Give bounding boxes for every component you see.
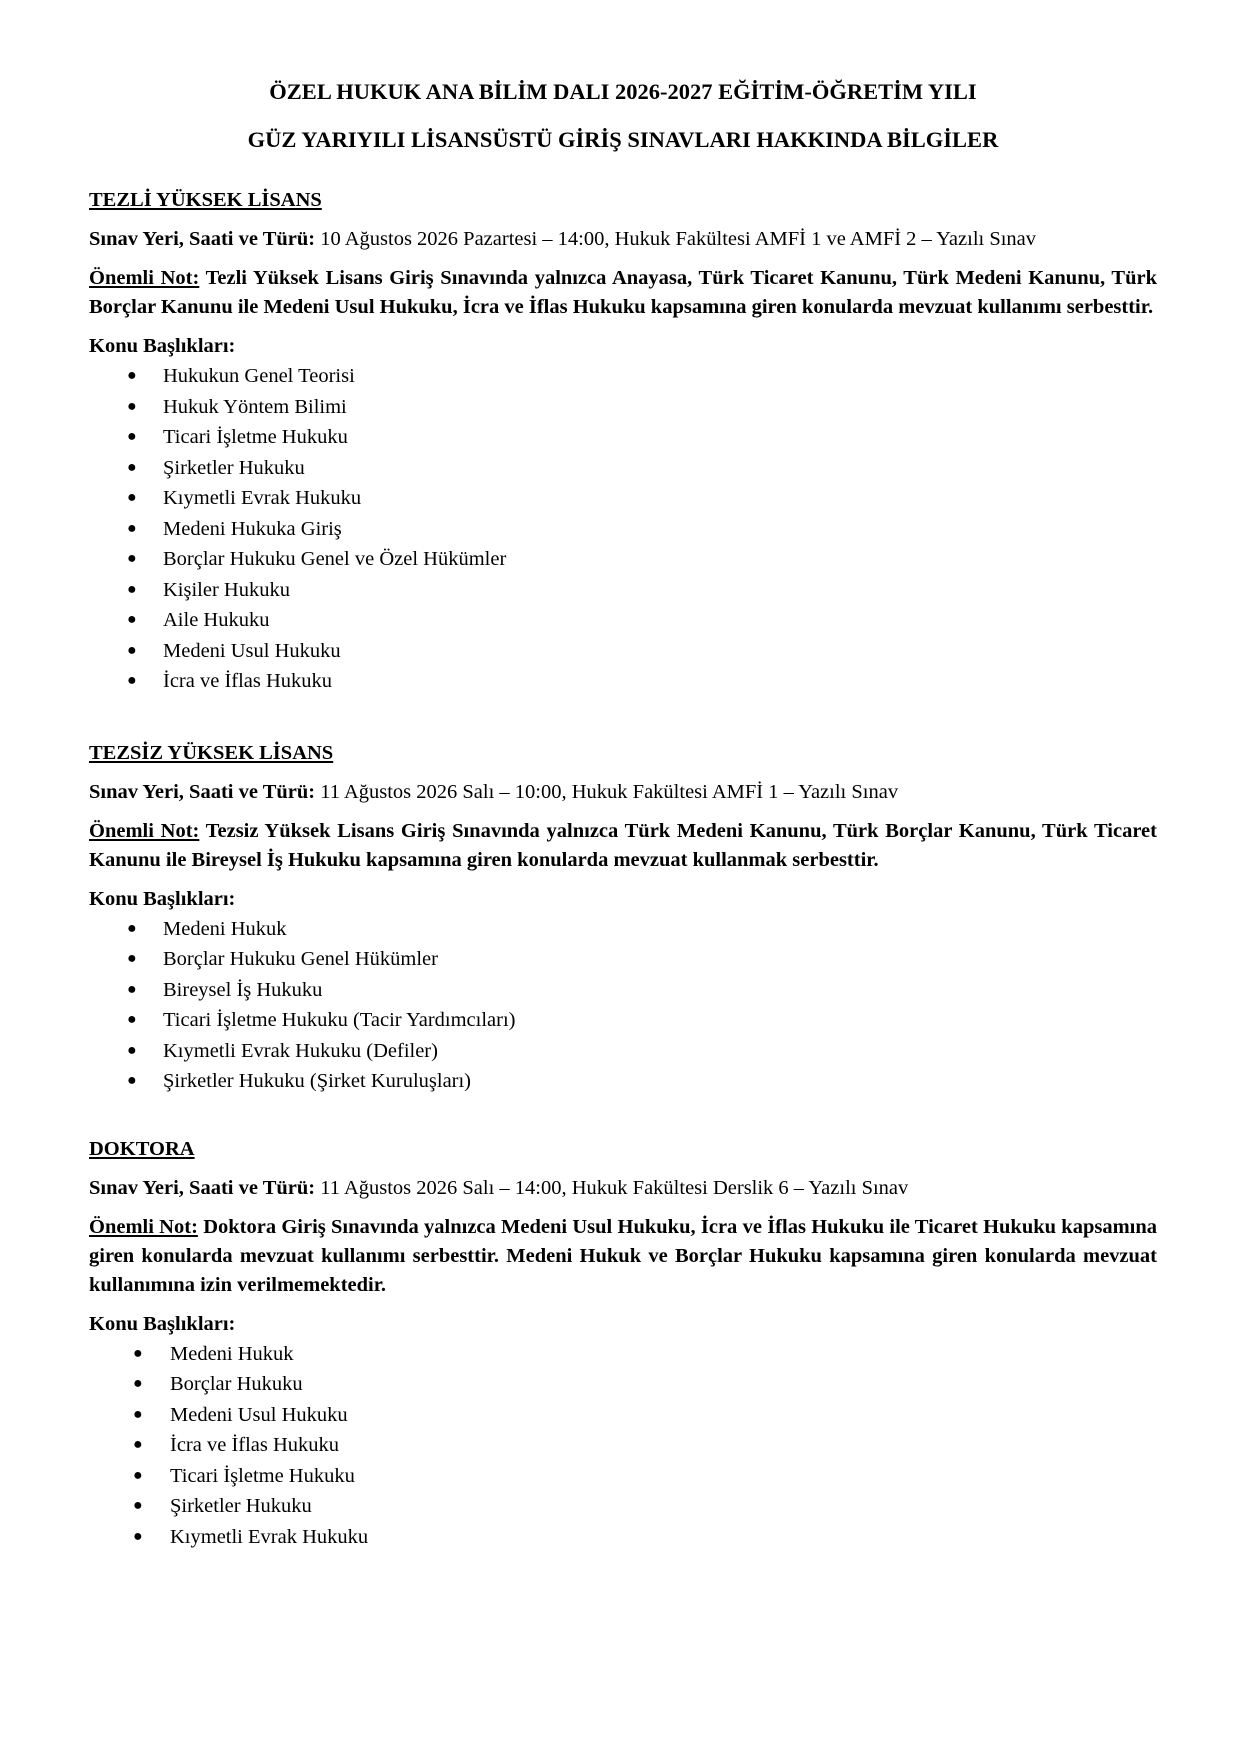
topic-item — [89, 975, 1157, 1006]
bullet-icon: ● — [127, 550, 137, 567]
section-heading: TEZLİ YÜKSEK LİSANS — [89, 189, 322, 211]
exam-info-label: Sınav Yeri, Saati ve Türü: — [89, 228, 316, 250]
section-doktora — [89, 1135, 1157, 1553]
exam-info-value: 10 Ağustos 2026 Pazartesi – 14:00, Hukuk Fakültesi AMFİ 1 ve AMFİ 2 – Yazılı Sınav — [320, 228, 1037, 250]
section-heading: DOKTORA — [89, 1137, 195, 1160]
bullet-icon: ● — [127, 672, 137, 689]
bullet-icon: ● — [127, 641, 137, 659]
document-title — [89, 68, 1157, 164]
topic-text: Medeni Hukuk — [170, 1342, 294, 1365]
topic-item — [89, 1400, 1157, 1431]
bullet-icon: ● — [127, 611, 137, 628]
bullet-icon: ● — [133, 1405, 143, 1423]
bullet-icon: ● — [127, 489, 137, 506]
bullet-icon: ● — [133, 1344, 143, 1362]
topic-text: Medeni Usul Hukuku — [170, 1403, 348, 1426]
topics-list — [89, 361, 1157, 697]
topic-item — [89, 1522, 1157, 1553]
bullet-icon: ● — [127, 950, 137, 967]
topics-label: Konu Başlıkları: — [89, 335, 236, 357]
topic-item — [89, 483, 1157, 514]
topic-text: Bireysel İş Hukuku — [163, 978, 323, 1001]
topic-item — [89, 1036, 1157, 1067]
bullet-icon: ● — [133, 1436, 143, 1453]
exam-info — [89, 778, 1157, 807]
topic-item — [89, 636, 1157, 667]
topic-item — [89, 1491, 1157, 1522]
bullet-icon: ● — [127, 580, 137, 598]
bullet-icon: ● — [127, 919, 137, 937]
topic-item — [89, 1461, 1157, 1492]
topic-text: Medeni Hukuka Giriş — [163, 517, 342, 540]
topic-item — [89, 544, 1157, 575]
topic-text: Ticari İşletme Hukuku — [170, 1464, 355, 1487]
topic-item — [89, 944, 1157, 975]
topic-item — [89, 1066, 1157, 1097]
topics-list — [89, 914, 1157, 1097]
topics-label: Konu Başlıkları: — [89, 887, 236, 910]
bullet-icon: ● — [127, 458, 137, 476]
topic-text: Aile Hukuku — [163, 609, 270, 631]
topic-text: Medeni Usul Hukuku — [163, 639, 341, 662]
exam-info-value: 11 Ağustos 2026 Salı – 10:00, Hukuk Fakültesi AMFİ 1 – Yazılı Sınav — [320, 780, 899, 803]
topic-text: İcra ve İflas Hukuku — [170, 1434, 340, 1456]
topic-text: İcra ve İflas Hukuku — [163, 670, 333, 692]
topics-list — [89, 1339, 1157, 1553]
topic-item — [89, 1430, 1157, 1461]
topic-text: Şirketler Hukuku (Şirket Kuruluşları) — [163, 1070, 472, 1092]
bullet-icon: ● — [133, 1527, 143, 1545]
bullet-icon: ● — [127, 1072, 137, 1089]
topics-label: Konu Başlıkları: — [89, 1312, 236, 1335]
important-note — [89, 817, 1157, 875]
bullet-icon: ● — [127, 1011, 137, 1028]
important-note — [89, 1213, 1157, 1300]
bullet-icon: ● — [133, 1375, 143, 1392]
section-tezsiz-yuksek-lisans — [89, 739, 1157, 1097]
section-tezli-yuksek-lisans — [89, 186, 1157, 697]
topic-item — [89, 1339, 1157, 1370]
bullet-icon: ● — [127, 397, 137, 415]
topic-text: Ticari İşletme Hukuku (Tacir Yardımcıları) — [163, 1009, 516, 1031]
note-text: Tezsiz Yüksek Lisans Giriş Sınavında yalnızca Türk Medeni Kanunu, Türk Borçlar Kanunu, Türk Ticaret Kanunu ile Bireysel İş Hukuku kapsamına giren konularda mevzuat kullanmak serbesttir. — [89, 819, 1157, 871]
note-label: Önemli Not: — [89, 267, 200, 289]
section-heading: TEZSİZ YÜKSEK LİSANS — [89, 741, 334, 764]
topic-text: Borçlar Hukuku Genel ve Özel Hükümler — [163, 548, 507, 570]
topic-item — [89, 605, 1157, 636]
note-text: Tezli Yüksek Lisans Giriş Sınavında yalnızca Anayasa, Türk Ticaret Kanunu, Türk Medeni Kanunu, Türk Borçlar Kanunu ile Medeni Usul Hukuku, İcra ve İflas Hukuku kapsamına giren konularda mevzuat kullanımı serbesttir. — [89, 267, 1157, 318]
topic-item — [89, 666, 1157, 697]
note-label: Önemli Not: — [89, 819, 200, 842]
important-note — [89, 264, 1157, 322]
topic-text: Şirketler Hukuku — [170, 1495, 312, 1517]
topic-text: Borçlar Hukuku Genel Hükümler — [163, 948, 438, 970]
topic-text: Medeni Hukuk — [163, 917, 287, 940]
bullet-icon: ● — [133, 1497, 143, 1514]
topic-item — [89, 361, 1157, 392]
exam-info-label: Sınav Yeri, Saati ve Türü: — [89, 780, 316, 803]
topic-item — [89, 514, 1157, 545]
topic-text: Kıymetli Evrak Hukuku (Defiler) — [163, 1039, 438, 1062]
exam-info-label: Sınav Yeri, Saati ve Türü: — [89, 1176, 316, 1199]
title-line-1: ÖZEL HUKUK ANA BİLİM DALI 2026-2027 EĞİTİM-ÖĞRETİM YILI — [269, 79, 977, 104]
topic-text: Şirketler Hukuku — [163, 456, 305, 479]
topic-text: Kıymetli Evrak Hukuku — [170, 1525, 369, 1548]
topic-text: Hukuk Yöntem Bilimi — [163, 395, 347, 418]
topic-text: Hukukun Genel Teorisi — [163, 365, 355, 387]
topic-item — [89, 1005, 1157, 1036]
topic-item — [89, 914, 1157, 945]
topic-item — [89, 453, 1157, 484]
topic-item — [89, 392, 1157, 423]
note-label: Önemli Not: — [89, 1215, 198, 1238]
bullet-icon: ● — [127, 980, 137, 998]
topic-text: Ticari İşletme Hukuku — [163, 426, 348, 448]
topic-item — [89, 575, 1157, 606]
bullet-icon: ● — [127, 519, 137, 537]
topic-item — [89, 1369, 1157, 1400]
exam-info-value: 11 Ağustos 2026 Salı – 14:00, Hukuk Fakültesi Derslik 6 – Yazılı Sınav — [320, 1176, 909, 1199]
bullet-icon: ● — [127, 428, 137, 445]
bullet-icon: ● — [127, 367, 137, 384]
bullet-icon: ● — [133, 1466, 143, 1484]
topic-item — [89, 422, 1157, 453]
bullet-icon: ● — [127, 1041, 137, 1059]
title-line-2: GÜZ YARIYILI LİSANSÜSTÜ GİRİŞ SINAVLARI HAKKINDA BİLGİLER — [247, 127, 999, 152]
exam-info — [89, 225, 1157, 254]
topic-text: Borçlar Hukuku — [170, 1373, 303, 1395]
topic-text: Kıymetli Evrak Hukuku — [163, 487, 362, 509]
exam-info — [89, 1174, 1157, 1203]
topic-text: Kişiler Hukuku — [163, 578, 290, 601]
note-text: Doktora Giriş Sınavında yalnızca Medeni Usul Hukuku, İcra ve İflas Hukuku ile Ticaret Hukuku kapsamına giren konularda mevzuat kullanımı serbesttir. Medeni Hukuk ve Borçlar Hukuku kapsamına giren konularda mevzuat kullanımına izin verilmemektedir. — [89, 1215, 1158, 1296]
